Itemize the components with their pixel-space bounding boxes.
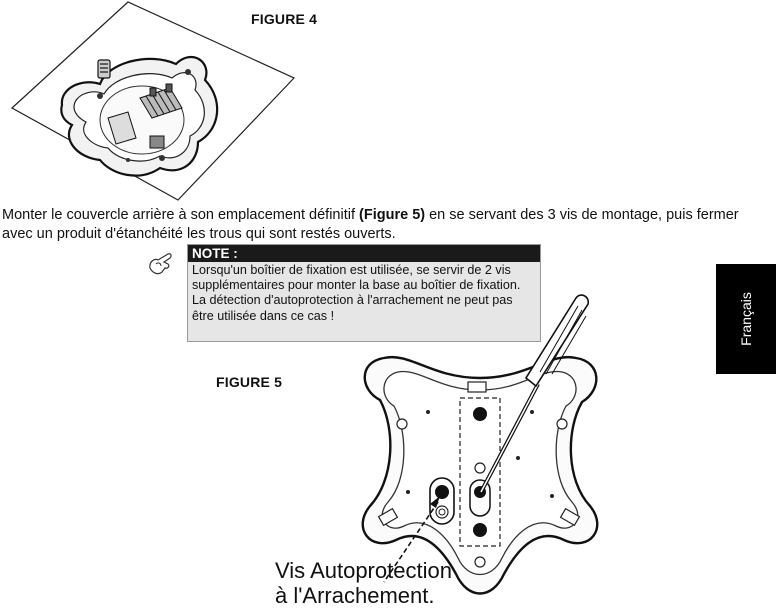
figure-4-title: FIGURE 4 — [251, 11, 318, 27]
note-paragraph-1: Lorsqu'un boîtier de fixation est utilisée, se servir de 2 vis supplémentaires pour monter la base au boîtier de fixation. — [192, 263, 521, 293]
instruction-text-part1: Monter le couvercle arrière à son emplacement définitif — [2, 207, 360, 223]
note-header: NOTE : — [188, 245, 540, 262]
figure-5-title: FIGURE 5 — [216, 374, 283, 390]
language-tab — [716, 264, 776, 374]
language-tab-label: Français — [738, 292, 754, 346]
instruction-text-part2: en se servant des 3 vis de montage, puis fermer avec un produit d'étanchéité les trous qui sont restés ouverts. — [2, 207, 739, 242]
note-hand-icon — [146, 250, 176, 276]
note-paragraph-2: La détection d'autoprotection à l'arrachement ne peut pas être utilisée dans ce cas ! — [192, 293, 513, 323]
tamper-screw-label-line2: à l'Arrachement. — [275, 583, 435, 608]
figure-4-illustration — [0, 0, 300, 205]
instruction-paragraph — [2, 206, 762, 244]
instruction-figure-reference: (Figure 5) — [359, 207, 426, 223]
tamper-screw-label — [275, 558, 452, 608]
tamper-screw-label-line1: Vis Autoprotection — [275, 558, 452, 583]
